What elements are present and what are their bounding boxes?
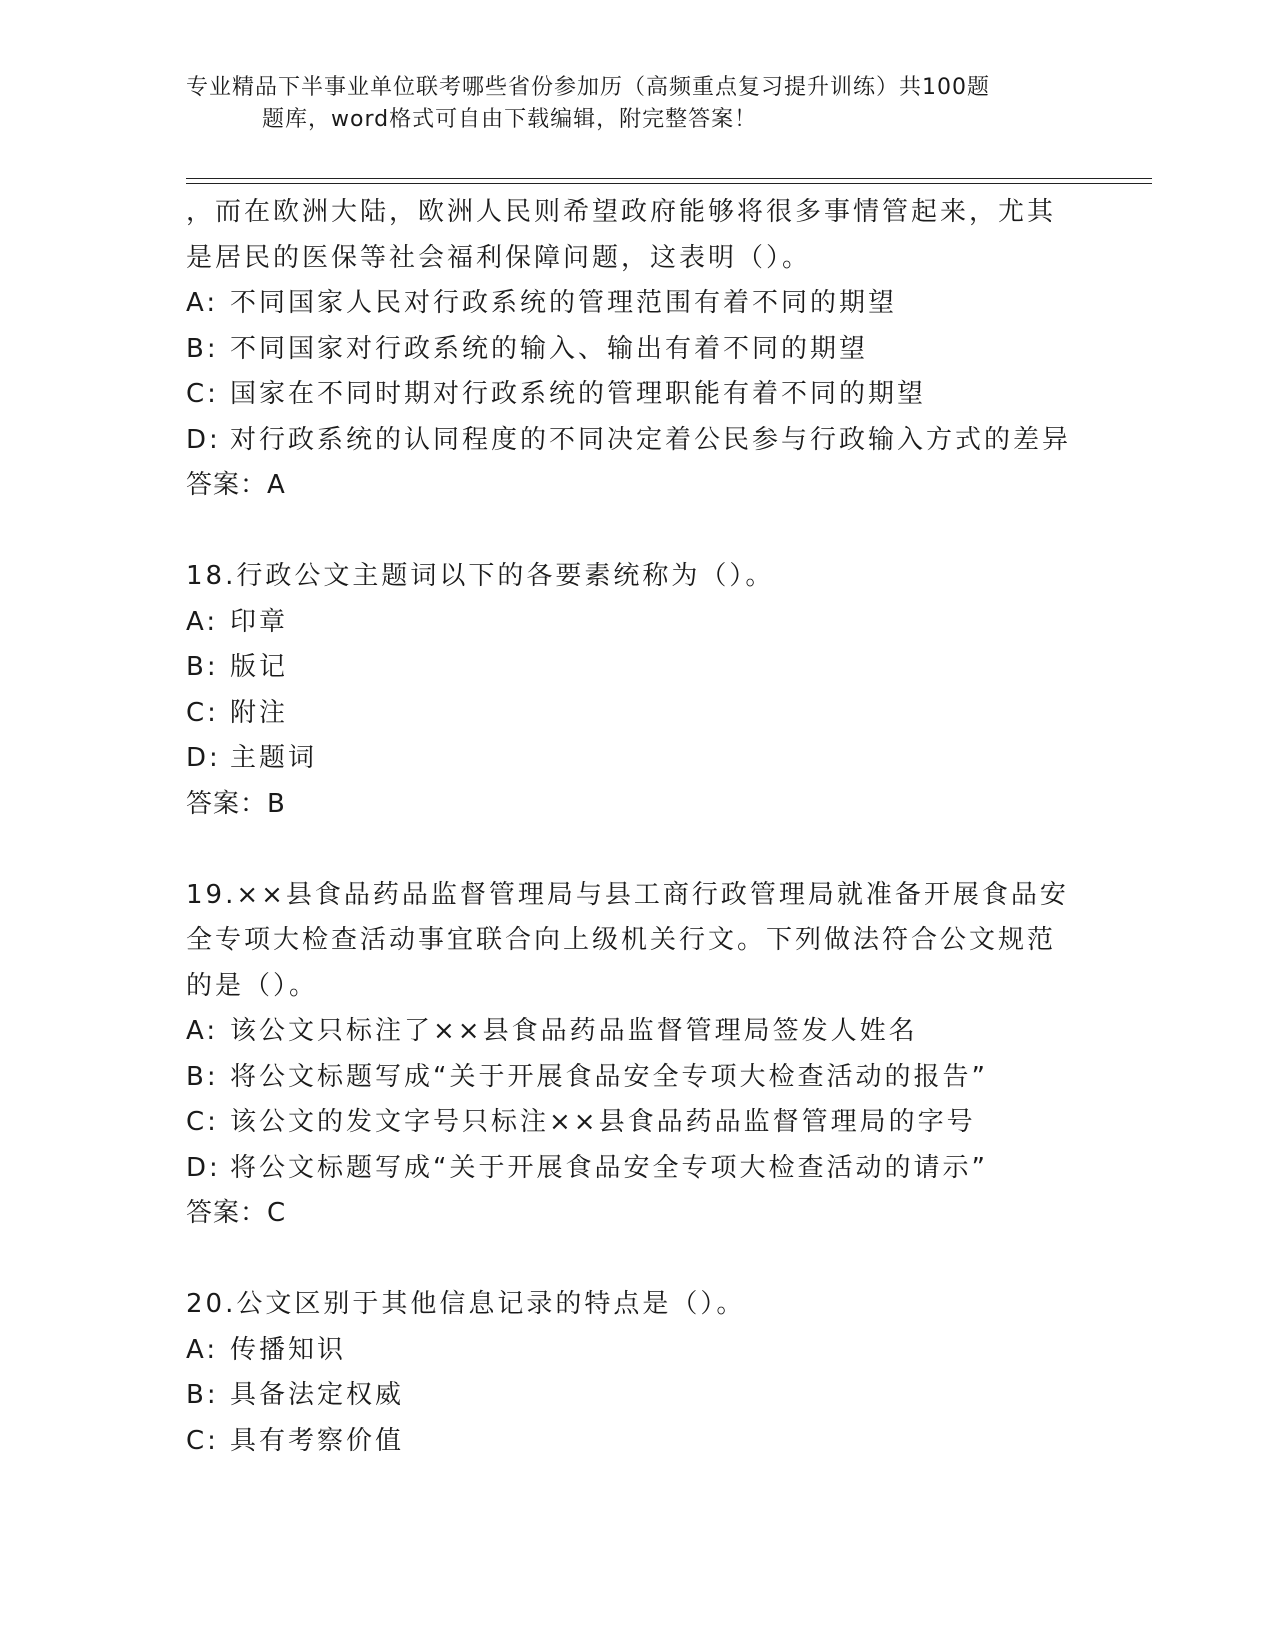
question-stem-line: 18.行政公文主题词以下的各要素统称为（）。 bbox=[186, 561, 775, 591]
question-stem-line: 是居民的医保等社会福利保障问题，这表明（）。 bbox=[186, 242, 812, 273]
option-letter: C: bbox=[186, 1425, 219, 1456]
document-body bbox=[186, 190, 1086, 1464]
question-stem-line: 的是（）。 bbox=[186, 970, 319, 1001]
option-letter: B: bbox=[186, 1380, 219, 1410]
question-stem-line: 全专项大检查活动事宜联合向上级机关行文。下列做法符合公文规范 bbox=[186, 925, 1057, 955]
header-title-line2: 题库，word格式可自由下载编辑，附完整答案！ bbox=[262, 107, 758, 132]
option-text: 具有考察价值 bbox=[230, 1425, 405, 1456]
option-letter: A: bbox=[186, 1334, 219, 1365]
option-letter: A: bbox=[186, 288, 219, 318]
option-letter: B: bbox=[186, 1061, 219, 1092]
option-letter: A: bbox=[186, 606, 219, 637]
question-17-continued bbox=[186, 190, 1086, 509]
option-text: 国家在不同时期对行政系统的管理职能有着不同的期望 bbox=[230, 379, 927, 409]
option-a bbox=[186, 600, 1086, 646]
option-letter: D: bbox=[186, 424, 221, 455]
option-letter: C: bbox=[186, 697, 219, 728]
question-stem-line: 19.××县食品药品监督管理局与县工商行政管理局就准备开展食品安 bbox=[186, 879, 1069, 910]
question-20 bbox=[186, 1282, 1086, 1464]
document-header bbox=[186, 72, 1066, 136]
question-19 bbox=[186, 873, 1086, 1237]
option-text: 将公文标题写成“关于开展食品安全专项大检查活动的报告” bbox=[230, 1061, 988, 1092]
header-title-line1: 专业精品下半事业单位联考哪些省份参加历（高频重点复习提升训练）共100题 bbox=[186, 75, 990, 100]
option-b bbox=[186, 1055, 1086, 1101]
option-a bbox=[186, 281, 1086, 327]
option-c bbox=[186, 1100, 1086, 1146]
header-rule-top bbox=[186, 178, 1152, 179]
option-letter: B: bbox=[186, 652, 219, 682]
option-c bbox=[186, 372, 1086, 418]
option-text: 不同国家对行政系统的输入、输出有着不同的期望 bbox=[230, 333, 869, 364]
option-text: 不同国家人民对行政系统的管理范围有着不同的期望 bbox=[230, 288, 898, 318]
option-text: 印章 bbox=[230, 606, 289, 637]
option-c bbox=[186, 1419, 1086, 1465]
option-d bbox=[186, 736, 1086, 782]
option-letter: B: bbox=[186, 333, 219, 364]
option-c bbox=[186, 691, 1086, 737]
spacer bbox=[186, 827, 1086, 873]
spacer bbox=[186, 1237, 1086, 1283]
question-stem-line: 20.公文区别于其他信息记录的特点是（）。 bbox=[186, 1289, 746, 1319]
option-a bbox=[186, 1328, 1086, 1374]
option-d bbox=[186, 418, 1086, 464]
option-text: 该公文只标注了××县食品药品监督管理局签发人姓名 bbox=[230, 1016, 918, 1046]
answer-line: 答案：C bbox=[186, 1198, 287, 1228]
option-d bbox=[186, 1146, 1086, 1192]
question-18 bbox=[186, 554, 1086, 827]
option-text: 附注 bbox=[230, 697, 289, 728]
option-text: 具备法定权威 bbox=[230, 1380, 405, 1410]
option-text: 版记 bbox=[230, 652, 289, 682]
option-letter: D: bbox=[186, 743, 221, 773]
option-a bbox=[186, 1009, 1086, 1055]
answer-line: 答案：A bbox=[186, 470, 286, 500]
spacer bbox=[186, 509, 1086, 555]
header-rule-bottom bbox=[186, 183, 1152, 184]
option-b bbox=[186, 327, 1086, 373]
option-letter: D: bbox=[186, 1152, 221, 1183]
option-text: 将公文标题写成“关于开展食品安全专项大检查活动的请示” bbox=[230, 1152, 988, 1183]
option-text: 对行政系统的认同程度的不同决定着公民参与行政输入方式的差异 bbox=[230, 424, 1072, 455]
option-text: 传播知识 bbox=[230, 1334, 347, 1365]
answer-line: 答案：B bbox=[186, 788, 286, 819]
option-text: 该公文的发文字号只标注××县食品药品监督管理局的字号 bbox=[230, 1107, 976, 1137]
option-b bbox=[186, 1373, 1086, 1419]
option-letter: C: bbox=[186, 1107, 219, 1137]
option-b bbox=[186, 645, 1086, 691]
option-letter: A: bbox=[186, 1016, 219, 1046]
option-letter: C: bbox=[186, 379, 219, 409]
question-stem-line: ，而在欧洲大陆，欧洲人民则希望政府能够将很多事情管起来，尤其 bbox=[186, 197, 1057, 227]
option-text: 主题词 bbox=[230, 743, 318, 773]
